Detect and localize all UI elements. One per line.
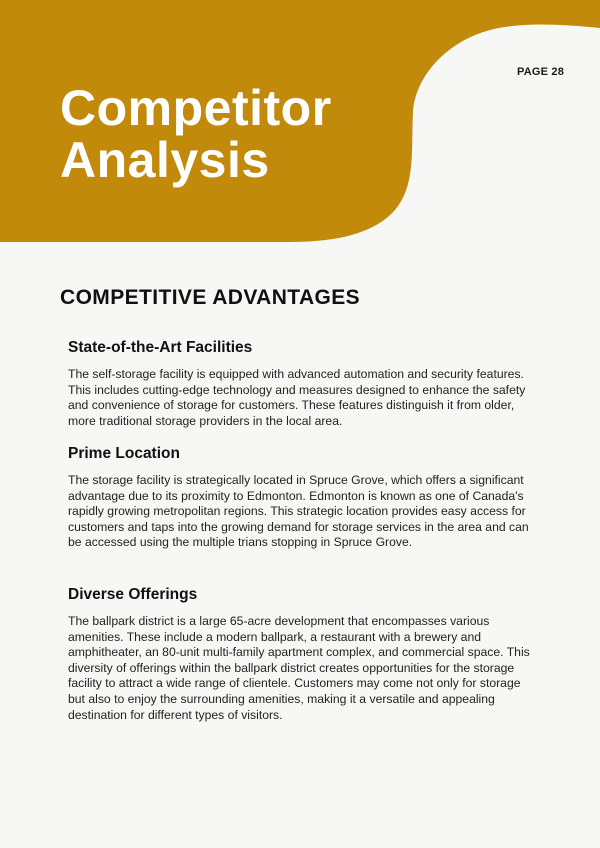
advantage-block-offerings bbox=[68, 586, 538, 723]
advantage-body: The storage facility is strategically located in Spruce Grove, which offers a significant advantage due to its proximity to Edmonton. Edmonton is known as one of Canada's rapidly growing metropolitan regions. This strategic location provides easy access for customers and taps into the growing demand for storage services in the area and can be accessed using the multiple trians stopping in Spruce Grove. bbox=[68, 473, 529, 550]
advantage-body: The ballpark district is a large 65-acre development that encompasses various amenities. These include a modern ballpark, a restaurant with a brewery and amphitheater, an 80-unit multi-family apartment complex, and commercial space. This diversity of offerings within the ballpark district creates opportunities for the storage facility to attract a wide range of clientele. Customers may come not only for storage but also to enjoy the surrounding amenities, making it a versatile and appealing destination for different types of visitors. bbox=[68, 614, 530, 722]
page-title bbox=[60, 82, 332, 186]
advantage-block-facilities bbox=[68, 339, 538, 429]
page-title-line-2: Analysis bbox=[60, 132, 270, 188]
advantage-title: Diverse Offerings bbox=[68, 586, 198, 603]
section-heading: COMPETITIVE ADVANTAGES bbox=[60, 286, 361, 309]
advantage-title: Prime Location bbox=[68, 445, 180, 462]
advantage-block-location bbox=[68, 445, 538, 551]
page-number: PAGE 28 bbox=[517, 66, 565, 78]
advantage-title: State-of-the-Art Facilities bbox=[68, 339, 253, 356]
advantage-body: The self-storage facility is equipped with advanced automation and security features. This includes cutting-edge technology and measures designed to enhance the safety and convenience of storage for customers. These features distinguish it from older, more traditional storage providers in the local area. bbox=[68, 367, 526, 428]
page-title-line-1: Competitor bbox=[60, 80, 332, 136]
